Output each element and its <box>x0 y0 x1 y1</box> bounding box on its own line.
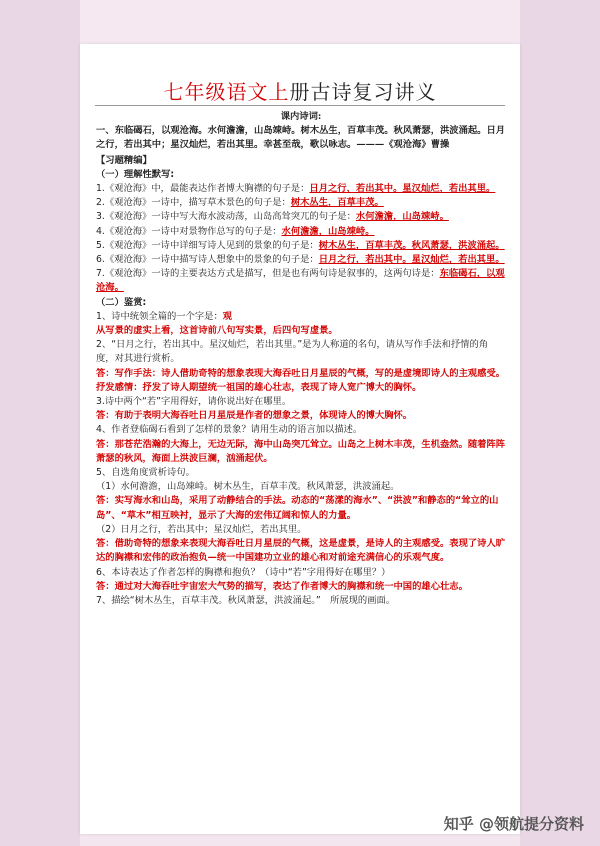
appreciation-4: 4、作者登临碣石看到了怎样的景象？请用生动的语言加以描述。 <box>96 424 363 436</box>
title-part-2: 语文 <box>226 80 269 104</box>
appreciation-6-answer: 答：通过对大海吞吐宇宙宏大气势的描写，表达了作者博大的胸襟和统一中国的雄心壮志。 <box>96 580 468 592</box>
poem-text: 一、东临碣石，以观沧海。水何澹澹，山岛竦峙。树木丛生，百草丰茂。秋风萧瑟，洪波涌起。日月之行，若出其中；星汉灿烂，若出其里。幸甚至哉，歌以咏志。———《观沧海》曹操 <box>96 125 506 151</box>
question-7: 7.《观沧海》一诗的主要表达方式是描写，但是也有两句诗是叙事的，这两句诗是：东临碣石，以观沧海。 <box>96 268 505 294</box>
answer-6: 日月之行，若出其中。星汉灿烂，若出其里。 <box>318 254 505 266</box>
appreciation-6: 6、本诗表达了作者怎样的胸襟和抱负？（诗中“若”字用得好在哪里？） <box>96 566 391 578</box>
answer-1: 日月之行，若出其中。星汉灿烂，若出其里。 <box>309 183 496 195</box>
title-divider <box>95 105 505 106</box>
appreciation-7: 7、描绘“树木丛生，百草丰茂。秋风萧瑟，洪波涌起。” 所展现的画面。 <box>96 594 396 606</box>
title-part-4: 册古诗复习讲义 <box>289 80 437 104</box>
appreciation-5-answer-2: 答：借助奇特的想象来表现大海吞吐日月星辰的气概，这是虚景，是诗人的主观感受。表现了诗人旷达的胸襟和宏伟的政治抱负—统一中国建功立业的雄心和对前途充满信心的乐观气度。 <box>96 538 506 564</box>
answer-4: 水何澹澹，山岛竦峙。 <box>281 225 375 237</box>
watermark: 知乎 @领航提分资料 <box>443 815 584 833</box>
section-title: 【习题精编】 <box>96 154 152 166</box>
appreciation-1-answer: 观 <box>222 310 233 322</box>
question-2: 2.《观沧海》一诗中，描写草木景色的句子是：树木丛生，百草丰茂。 <box>96 197 384 209</box>
title-part-3: 上 <box>268 80 290 104</box>
part1-heading: （一）理解性默写: <box>96 168 175 180</box>
answer-7: 东临碣石，以观沧海。 <box>96 268 505 294</box>
appreciation-5-answer-1: 答：实写海水和山岛，采用了动静结合的手法。动态的“荡漾的海水”、“洪波”和静态的“耸立的山岛”、“草木”相互映衬，显示了大海的宏伟辽阔和惊人的力量。 <box>96 495 499 521</box>
right-side-band <box>520 0 600 846</box>
question-6: 6.《观沧海》一诗中描写诗人想象中的景象的句子是：日月之行，若出其中。星汉灿烂，若出其里。 <box>96 254 505 266</box>
appreciation-1: 1、诗中统领全篇的一个字是：观 <box>96 310 233 322</box>
document-content <box>96 110 506 608</box>
question-3: 3.《观沧海》一诗中写大海水波动荡，山岛高耸突兀的句子是：水何澹澹，山岛竦峙。 <box>96 211 449 223</box>
appreciation-5: 5、自选角度赏析诗句。 <box>96 467 195 479</box>
appreciation-4-answer: 答：那苍茫浩瀚的大海上，无边无际，海中山岛突兀耸立。山岛之上树木丰茂，生机盎然。随着阵阵萧瑟的秋风，海面上洪波巨澜，汹涌起伏。 <box>96 438 506 464</box>
appreciation-2-answer: 答：写作手法：诗人借助奇特的想象表现大海吞吐日月星辰的气概，写的是虚境即诗人的主观感受。抒发感情：抒发了诗人期望统一祖国的雄心壮志，表现了诗人宽广博大的胸怀。 <box>96 367 506 393</box>
subtitle: 课内诗词: <box>280 111 322 122</box>
appreciation-2: 2、“日月之行，若出其中。星汉灿烂，若出其里。”是为人称道的名句，请从写作手法和抒情的角度，对其进行赏析。 <box>96 339 489 365</box>
answer-2: 树木丛生，百草丰茂。 <box>290 197 384 209</box>
left-side-band <box>0 0 80 846</box>
appreciation-3: 3.诗中两个“若”字用得好，请你说出好在哪里。 <box>96 396 292 408</box>
part2-heading: （二）鉴赏: <box>96 296 147 308</box>
question-1: 1.《观沧海》中，最能表达作者博大胸襟的句子是：日月之行，若出其中。星汉灿烂，若出其里。 <box>96 183 496 195</box>
page-title <box>0 76 600 105</box>
question-5: 5.《观沧海》一诗中详细写诗人见到的景象的句子是：树木丛生，百草丰茂。秋风萧瑟，洪波涌起。 <box>96 239 505 251</box>
appreciation-5-sub-2: （2）日月之行，若出其中；星汉灿烂，若出其里。 <box>96 523 307 535</box>
appreciation-1-note: 从写景的虚实上看，这首诗前八句写实景，后四句写虚景。 <box>96 325 338 337</box>
appreciation-5-sub-1: （1）水何澹澹，山岛竦峙。树木丛生，百草丰茂。秋风萧瑟，洪波涌起。 <box>96 481 400 493</box>
answer-5: 树木丛生，百草丰茂。秋风萧瑟，洪波涌起。 <box>318 239 505 251</box>
title-part-1: 七年级 <box>163 80 227 104</box>
question-4: 4.《观沧海》一诗中对景物作总写的句子是：水何澹澹，山岛竦峙。 <box>96 225 375 237</box>
appreciation-3-answer: 答：有助于表明大海吞吐日月星辰是作者的想象之景，体现诗人的博大胸怀。 <box>96 410 413 422</box>
answer-3: 水何澹澹，山岛竦峙。 <box>355 211 449 223</box>
